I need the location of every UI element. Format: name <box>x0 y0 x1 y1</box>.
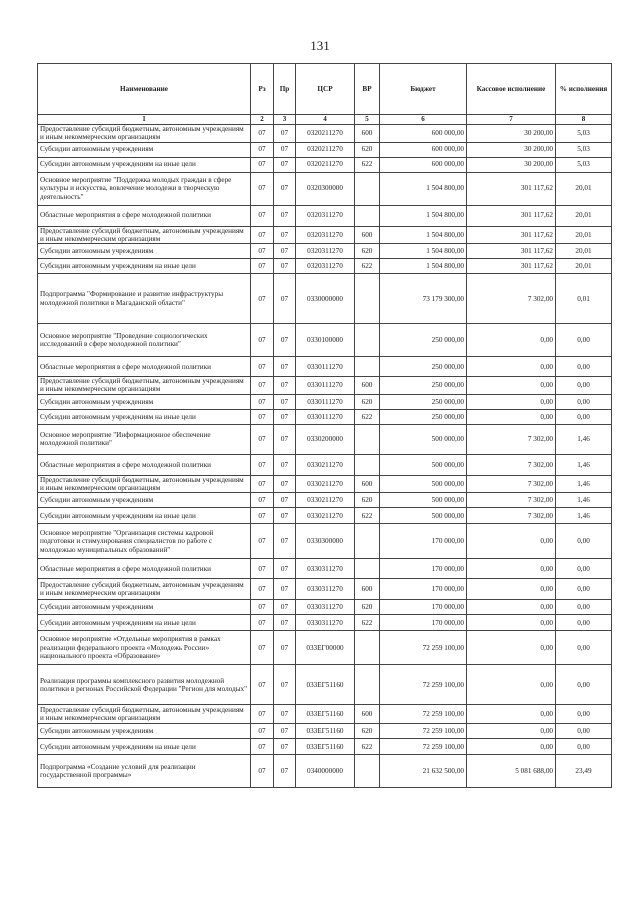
row-csr: 033ЕГ51160 <box>296 665 355 705</box>
row-percent: 0,00 <box>556 409 612 424</box>
row-name: Предоставление субсидий бюджетным, автономным учреждениям и иным некоммерческим организациям <box>38 705 251 724</box>
header-vr: ВР <box>355 64 380 115</box>
row-pr: 07 <box>274 705 296 724</box>
row-vr: 620 <box>355 142 380 157</box>
row-cash: 301 117,62 <box>467 226 556 244</box>
row-cash: 0,00 <box>467 615 556 631</box>
row-cash: 7 302,00 <box>467 508 556 524</box>
row-cash: 0,00 <box>467 631 556 665</box>
row-name: Предоставление субсидий бюджетным, автономным учреждениям и иным некоммерческим организациям <box>38 475 251 493</box>
row-csr: 0330111270 <box>296 377 355 395</box>
row-csr: 0320211270 <box>296 125 355 143</box>
row-budget: 170 000,00 <box>380 524 467 559</box>
row-percent: 0,00 <box>556 357 612 377</box>
table-row <box>38 142 612 157</box>
row-name: Основное мероприятие "Проведение социологических исследований в сфере молодежной политики" <box>38 324 251 357</box>
row-name: Субсидии автономным учреждениям на иные цели <box>38 259 251 274</box>
row-budget: 170 000,00 <box>380 615 467 631</box>
row-vr <box>355 559 380 579</box>
row-rz: 07 <box>251 615 274 631</box>
row-name: Основное мероприятие "Информационное обеспечение молодежной политики" <box>38 424 251 454</box>
row-pr: 07 <box>274 579 296 600</box>
table-row <box>38 125 612 143</box>
row-name: Основное мероприятие "Организация системы кадровой подготовки и стимулирования специалистов по работе с молодежью муниципальных образований" <box>38 524 251 559</box>
table-row <box>38 259 612 274</box>
header-pr: Пр <box>274 64 296 115</box>
row-cash: 30 200,00 <box>467 142 556 157</box>
row-csr: 0330211270 <box>296 475 355 493</box>
row-percent: 0,00 <box>556 377 612 395</box>
table-row <box>38 600 612 615</box>
row-csr: 0320211270 <box>296 142 355 157</box>
row-pr: 07 <box>274 205 296 226</box>
row-cash: 0,00 <box>467 739 556 755</box>
row-name: Предоставление субсидий бюджетным, автономным учреждениям и иным некоммерческим организациям <box>38 377 251 395</box>
table-row <box>38 424 612 454</box>
row-csr: 0320300000 <box>296 172 355 205</box>
row-percent: 0,00 <box>556 524 612 559</box>
row-csr: 033ЕГ00000 <box>296 631 355 665</box>
row-pr: 07 <box>274 508 296 524</box>
row-cash: 0,00 <box>467 724 556 739</box>
row-cash: 301 117,62 <box>467 259 556 274</box>
table-row <box>38 274 612 324</box>
row-vr: 622 <box>355 615 380 631</box>
row-budget: 1 504 800,00 <box>380 172 467 205</box>
row-rz: 07 <box>251 493 274 508</box>
row-vr: 600 <box>355 705 380 724</box>
row-name: Предоставление субсидий бюджетным, автономным учреждениям и иным некоммерческим организациям <box>38 125 251 143</box>
row-budget: 1 504 800,00 <box>380 259 467 274</box>
row-budget: 250 000,00 <box>380 409 467 424</box>
row-budget: 72 259 100,00 <box>380 665 467 705</box>
row-cash: 0,00 <box>467 600 556 615</box>
row-pr: 07 <box>274 454 296 475</box>
row-vr: 600 <box>355 226 380 244</box>
row-vr: 620 <box>355 244 380 259</box>
table-row <box>38 739 612 755</box>
table-row <box>38 524 612 559</box>
row-csr: 0330300000 <box>296 524 355 559</box>
row-cash: 0,00 <box>467 409 556 424</box>
row-rz: 07 <box>251 125 274 143</box>
row-rz: 07 <box>251 377 274 395</box>
row-rz: 07 <box>251 274 274 324</box>
row-rz: 07 <box>251 475 274 493</box>
row-pr: 07 <box>274 259 296 274</box>
row-csr: 0330311270 <box>296 579 355 600</box>
row-vr <box>355 424 380 454</box>
row-budget: 600 000,00 <box>380 157 467 172</box>
column-number: 8 <box>556 115 612 125</box>
table-row <box>38 615 612 631</box>
table-row <box>38 394 612 409</box>
row-name: Субсидии автономным учреждениям на иные цели <box>38 157 251 172</box>
row-csr: 0330311270 <box>296 600 355 615</box>
row-name: Реализация программы комплексного развития молодежной политики в регионах Российской Федерации "Регион для молодых" <box>38 665 251 705</box>
row-percent: 0,00 <box>556 705 612 724</box>
row-name: Субсидии автономным учреждениям на иные цели <box>38 409 251 424</box>
row-rz: 07 <box>251 394 274 409</box>
row-cash: 7 302,00 <box>467 424 556 454</box>
row-csr: 0320311270 <box>296 259 355 274</box>
row-cash: 0,00 <box>467 377 556 395</box>
row-name: Субсидии автономным учреждениям на иные цели <box>38 508 251 524</box>
row-csr: 033ЕГ51160 <box>296 705 355 724</box>
row-name: Субсидии автономным учреждениям на иные цели <box>38 739 251 755</box>
row-rz: 07 <box>251 705 274 724</box>
row-percent: 1,46 <box>556 493 612 508</box>
row-rz: 07 <box>251 665 274 705</box>
table-row <box>38 475 612 493</box>
row-csr: 0330200000 <box>296 424 355 454</box>
row-rz: 07 <box>251 755 274 788</box>
table-row <box>38 579 612 600</box>
row-csr: 0330111270 <box>296 409 355 424</box>
row-rz: 07 <box>251 508 274 524</box>
column-number: 5 <box>355 115 380 125</box>
row-name: Основное мероприятие "Поддержка молодых граждан в сфере культуры и искусства, вовлечение молодежи в творческую деятельность" <box>38 172 251 205</box>
row-budget: 250 000,00 <box>380 377 467 395</box>
row-csr: 0330111270 <box>296 357 355 377</box>
row-percent: 0,00 <box>556 615 612 631</box>
row-pr: 07 <box>274 559 296 579</box>
row-pr: 07 <box>274 324 296 357</box>
row-vr <box>355 454 380 475</box>
row-rz: 07 <box>251 226 274 244</box>
row-vr <box>355 205 380 226</box>
row-vr: 600 <box>355 475 380 493</box>
table-row <box>38 357 612 377</box>
row-rz: 07 <box>251 579 274 600</box>
row-rz: 07 <box>251 244 274 259</box>
row-name: Областные мероприятия в сфере молодежной политики <box>38 454 251 475</box>
row-percent: 1,46 <box>556 424 612 454</box>
row-pr: 07 <box>274 377 296 395</box>
table-row <box>38 705 612 724</box>
row-csr: 0320311270 <box>296 205 355 226</box>
row-pr: 07 <box>274 172 296 205</box>
table-row <box>38 244 612 259</box>
row-cash: 301 117,62 <box>467 172 556 205</box>
row-name: Областные мероприятия в сфере молодежной политики <box>38 559 251 579</box>
table-row <box>38 493 612 508</box>
row-pr: 07 <box>274 600 296 615</box>
table-row <box>38 157 612 172</box>
row-pr: 07 <box>274 244 296 259</box>
row-vr: 622 <box>355 739 380 755</box>
table-row <box>38 665 612 705</box>
row-rz: 07 <box>251 424 274 454</box>
row-pr: 07 <box>274 409 296 424</box>
column-number: 6 <box>380 115 467 125</box>
row-rz: 07 <box>251 559 274 579</box>
row-name: Субсидии автономным учреждениям <box>38 493 251 508</box>
header-csr: ЦСР <box>296 64 355 115</box>
row-cash: 30 200,00 <box>467 157 556 172</box>
row-name: Предоставление субсидий бюджетным, автономным учреждениям и иным некоммерческим организациям <box>38 226 251 244</box>
row-pr: 07 <box>274 475 296 493</box>
row-vr: 600 <box>355 579 380 600</box>
row-name: Субсидии автономным учреждениям <box>38 600 251 615</box>
row-rz: 07 <box>251 172 274 205</box>
row-cash: 7 302,00 <box>467 475 556 493</box>
row-budget: 170 000,00 <box>380 579 467 600</box>
row-percent: 20,01 <box>556 259 612 274</box>
row-percent: 20,01 <box>556 226 612 244</box>
row-vr: 620 <box>355 724 380 739</box>
row-pr: 07 <box>274 226 296 244</box>
row-pr: 07 <box>274 631 296 665</box>
row-cash: 0,00 <box>467 665 556 705</box>
row-vr <box>355 631 380 665</box>
row-rz: 07 <box>251 724 274 739</box>
row-pr: 07 <box>274 739 296 755</box>
row-vr: 622 <box>355 409 380 424</box>
row-vr: 622 <box>355 157 380 172</box>
row-name: Предоставление субсидий бюджетным, автономным учреждениям и иным некоммерческим организациям <box>38 579 251 600</box>
header-percent: % исполнения <box>556 64 612 115</box>
row-csr: 0330211270 <box>296 454 355 475</box>
table-row <box>38 172 612 205</box>
column-number: 7 <box>467 115 556 125</box>
row-name: Подпрограмма "Формирование и развитие инфраструктуры молодежной политики в Магаданской области" <box>38 274 251 324</box>
row-percent: 0,00 <box>556 600 612 615</box>
row-cash: 0,00 <box>467 357 556 377</box>
row-csr: 0330311270 <box>296 559 355 579</box>
row-vr <box>355 524 380 559</box>
table-row <box>38 631 612 665</box>
row-csr: 0330211270 <box>296 493 355 508</box>
column-number: 4 <box>296 115 355 125</box>
row-vr: 620 <box>355 493 380 508</box>
table-row <box>38 724 612 739</box>
row-percent: 0,00 <box>556 739 612 755</box>
row-vr: 622 <box>355 259 380 274</box>
row-rz: 07 <box>251 600 274 615</box>
row-pr: 07 <box>274 274 296 324</box>
row-percent: 0,00 <box>556 394 612 409</box>
row-cash: 0,00 <box>467 324 556 357</box>
row-cash: 0,00 <box>467 579 556 600</box>
row-vr: 600 <box>355 125 380 143</box>
row-budget: 600 000,00 <box>380 142 467 157</box>
row-name: Областные мероприятия в сфере молодежной политики <box>38 357 251 377</box>
page-number: 131 <box>310 38 330 53</box>
row-cash: 301 117,62 <box>467 205 556 226</box>
row-name: Областные мероприятия в сфере молодежной политики <box>38 205 251 226</box>
row-csr: 0330211270 <box>296 508 355 524</box>
row-budget: 250 000,00 <box>380 324 467 357</box>
table-row <box>38 324 612 357</box>
row-vr <box>355 755 380 788</box>
row-name: Субсидии автономным учреждениям <box>38 244 251 259</box>
row-percent: 5,03 <box>556 142 612 157</box>
row-name: Подпрограмма «Создание условий для реализации государственной программы» <box>38 755 251 788</box>
column-number: 1 <box>38 115 251 125</box>
row-csr: 0330000000 <box>296 274 355 324</box>
row-budget: 72 259 100,00 <box>380 724 467 739</box>
row-percent: 0,00 <box>556 324 612 357</box>
column-number: 2 <box>251 115 274 125</box>
row-rz: 07 <box>251 631 274 665</box>
table-row <box>38 226 612 244</box>
row-vr <box>355 324 380 357</box>
row-rz: 07 <box>251 142 274 157</box>
table-row <box>38 409 612 424</box>
row-vr <box>355 172 380 205</box>
row-percent: 1,46 <box>556 454 612 475</box>
row-percent: 1,46 <box>556 475 612 493</box>
row-vr: 620 <box>355 394 380 409</box>
row-budget: 72 259 100,00 <box>380 705 467 724</box>
row-rz: 07 <box>251 524 274 559</box>
row-cash: 7 302,00 <box>467 493 556 508</box>
row-rz: 07 <box>251 739 274 755</box>
row-budget: 21 632 500,00 <box>380 755 467 788</box>
row-rz: 07 <box>251 357 274 377</box>
column-number: 3 <box>274 115 296 125</box>
row-percent: 0,00 <box>556 724 612 739</box>
row-cash: 0,00 <box>467 705 556 724</box>
budget-table <box>37 63 612 788</box>
row-vr <box>355 274 380 324</box>
row-percent: 0,00 <box>556 665 612 705</box>
row-cash: 0,00 <box>467 524 556 559</box>
row-percent: 20,01 <box>556 172 612 205</box>
row-rz: 07 <box>251 454 274 475</box>
row-pr: 07 <box>274 424 296 454</box>
row-cash: 0,00 <box>467 559 556 579</box>
row-percent: 5,03 <box>556 157 612 172</box>
row-cash: 0,00 <box>467 394 556 409</box>
row-pr: 07 <box>274 394 296 409</box>
row-budget: 600 000,00 <box>380 125 467 143</box>
row-vr: 600 <box>355 377 380 395</box>
row-cash: 5 081 688,00 <box>467 755 556 788</box>
header-cash: Кассовое исполнение <box>467 64 556 115</box>
row-budget: 500 000,00 <box>380 454 467 475</box>
row-csr: 0320211270 <box>296 157 355 172</box>
row-rz: 07 <box>251 324 274 357</box>
row-csr: 0320311270 <box>296 226 355 244</box>
row-percent: 5,03 <box>556 125 612 143</box>
row-name: Субсидии автономным учреждениям <box>38 724 251 739</box>
table-row <box>38 454 612 475</box>
table-row <box>38 205 612 226</box>
row-pr: 07 <box>274 724 296 739</box>
row-rz: 07 <box>251 157 274 172</box>
row-csr: 0330311270 <box>296 615 355 631</box>
row-csr: 033ЕГ51160 <box>296 724 355 739</box>
row-pr: 07 <box>274 493 296 508</box>
row-budget: 500 000,00 <box>380 475 467 493</box>
row-percent: 0,00 <box>556 559 612 579</box>
row-budget: 500 000,00 <box>380 424 467 454</box>
row-percent: 0,01 <box>556 274 612 324</box>
table-row <box>38 508 612 524</box>
row-cash: 7 302,00 <box>467 454 556 475</box>
row-pr: 07 <box>274 524 296 559</box>
row-cash: 301 117,62 <box>467 244 556 259</box>
row-percent: 1,46 <box>556 508 612 524</box>
table-row <box>38 559 612 579</box>
row-vr: 622 <box>355 508 380 524</box>
row-budget: 73 179 300,00 <box>380 274 467 324</box>
row-pr: 07 <box>274 665 296 705</box>
row-pr: 07 <box>274 157 296 172</box>
row-cash: 30 200,00 <box>467 125 556 143</box>
row-name: Субсидии автономным учреждениям <box>38 142 251 157</box>
row-percent: 20,01 <box>556 244 612 259</box>
row-csr: 0340000000 <box>296 755 355 788</box>
row-pr: 07 <box>274 125 296 143</box>
row-csr: 0330111270 <box>296 394 355 409</box>
row-budget: 72 259 100,00 <box>380 631 467 665</box>
row-csr: 0330100000 <box>296 324 355 357</box>
row-budget: 500 000,00 <box>380 493 467 508</box>
row-name: Субсидии автономным учреждениям на иные цели <box>38 615 251 631</box>
row-budget: 72 259 100,00 <box>380 739 467 755</box>
row-percent: 20,01 <box>556 205 612 226</box>
row-rz: 07 <box>251 259 274 274</box>
row-budget: 170 000,00 <box>380 559 467 579</box>
table-row <box>38 377 612 395</box>
column-number-row <box>38 115 612 125</box>
header-name: Наименование <box>38 64 251 115</box>
row-csr: 033ЕГ51160 <box>296 739 355 755</box>
table-row <box>38 755 612 788</box>
row-name: Субсидии автономным учреждениям <box>38 394 251 409</box>
row-rz: 07 <box>251 409 274 424</box>
row-budget: 1 504 800,00 <box>380 205 467 226</box>
row-vr: 620 <box>355 600 380 615</box>
row-cash: 7 302,00 <box>467 274 556 324</box>
row-percent: 0,00 <box>556 631 612 665</box>
row-budget: 500 000,00 <box>380 508 467 524</box>
row-budget: 1 504 800,00 <box>380 244 467 259</box>
row-percent: 0,00 <box>556 579 612 600</box>
header-row <box>38 64 612 115</box>
header-budget: Бюджет <box>380 64 467 115</box>
row-vr <box>355 357 380 377</box>
row-budget: 170 000,00 <box>380 600 467 615</box>
row-budget: 250 000,00 <box>380 394 467 409</box>
row-vr <box>355 665 380 705</box>
row-csr: 0320311270 <box>296 244 355 259</box>
row-budget: 1 504 800,00 <box>380 226 467 244</box>
row-rz: 07 <box>251 205 274 226</box>
row-pr: 07 <box>274 142 296 157</box>
header-rz: Рз <box>251 64 274 115</box>
row-pr: 07 <box>274 357 296 377</box>
row-pr: 07 <box>274 615 296 631</box>
row-budget: 250 000,00 <box>380 357 467 377</box>
row-name: Основное мероприятие «Отдельные мероприятия в рамках реализации федерального проекта «Молодежь России» национального проекта «Образование» <box>38 631 251 665</box>
row-pr: 07 <box>274 755 296 788</box>
row-percent: 23,49 <box>556 755 612 788</box>
